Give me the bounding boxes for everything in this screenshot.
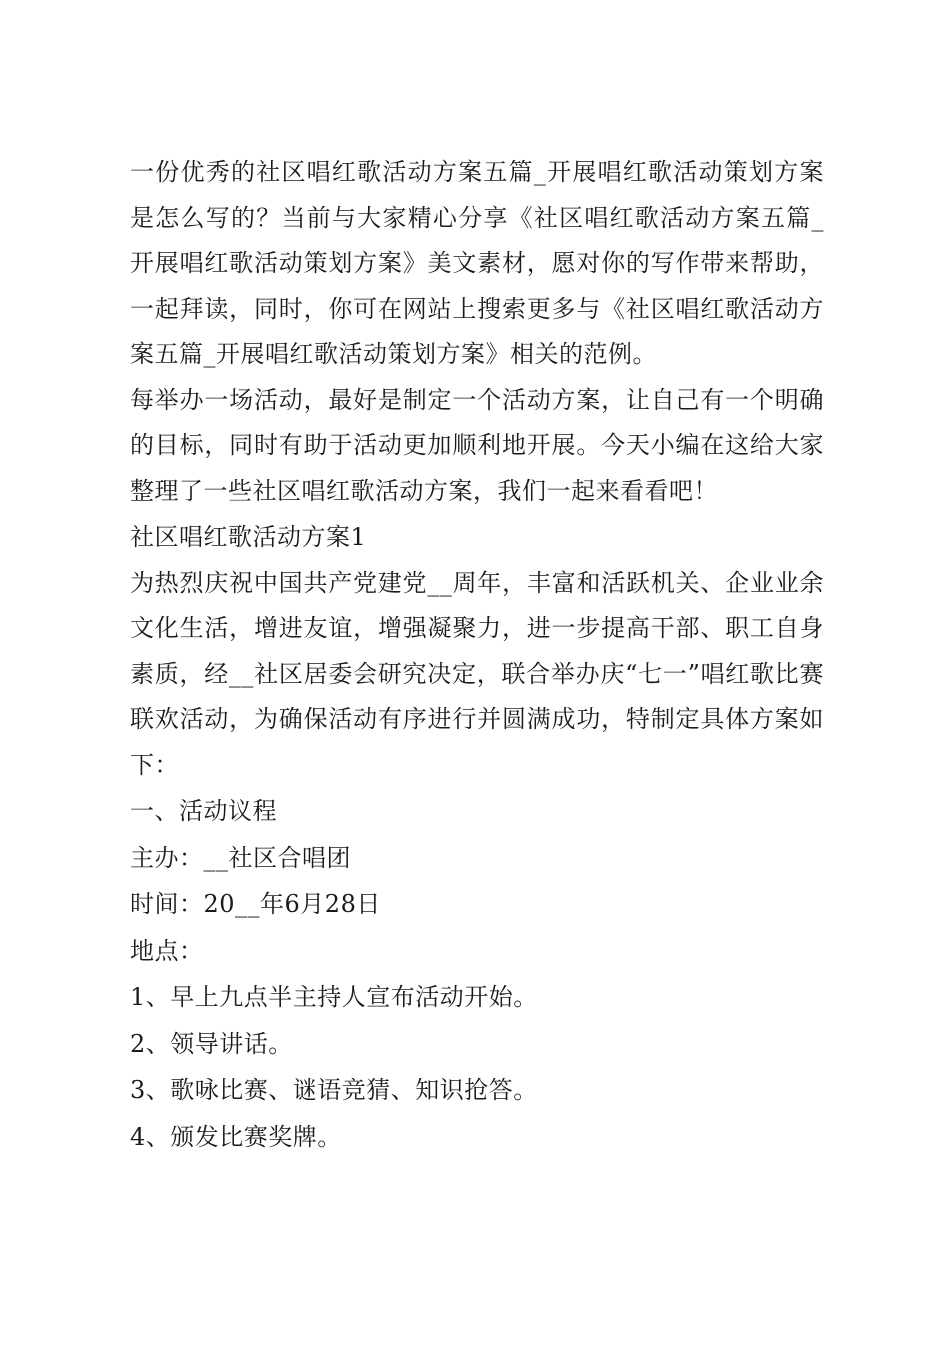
document-body (130, 150, 824, 1160)
organizer-line: 主办：__社区合唱团 (130, 843, 351, 872)
time-line: 时间：20__年6月28日 (130, 890, 381, 918)
intro-paragraph: 一份优秀的社区唱红歌活动方案五篇_开展唱红歌活动策划方案是怎么写的？当前与大家精心分享《社区唱红歌活动方案五篇_开展唱红歌活动策划方案》美文素材，愿对你的写作带来帮助，一起拜读，同时，你可在网站上搜索更多与《社区唱红歌活动方案五篇_开展唱红歌活动策划方案》相关的范例。 (130, 158, 824, 368)
agenda-step: 1、早上九点半主持人宣布活动开始。 (130, 983, 538, 1011)
preface-paragraph: 每举办一场活动，最好是制定一个活动方案，让自己有一个明确的目标，同时有助于活动更加顺利地开展。今天小编在这给大家整理了一些社区唱红歌活动方案，我们一起来看看吧！ (130, 385, 824, 505)
agenda-heading: 一、活动议程 (130, 797, 277, 825)
agenda-step: 3、歌咏比赛、谜语竞猜、知识抢答。 (130, 1076, 538, 1104)
location-line: 地点： (130, 936, 204, 965)
agenda-step: 4、颁发比赛奖牌。 (130, 1122, 342, 1151)
section-body-paragraph: 为热烈庆祝中国共产党建党__周年，丰富和活跃机关、企业业余文化生活，增进友谊，增强凝聚力，进一步提高干部、职工自身素质，经__社区居委会研究决定，联合举办庆“七一”唱红歌比赛联欢活动，为确保活动有序进行并圆满成功，特制定具体方案如下： (130, 568, 824, 779)
section-title: 社区唱红歌活动方案1 (130, 523, 367, 551)
agenda-step: 2、领导讲话。 (130, 1029, 293, 1058)
